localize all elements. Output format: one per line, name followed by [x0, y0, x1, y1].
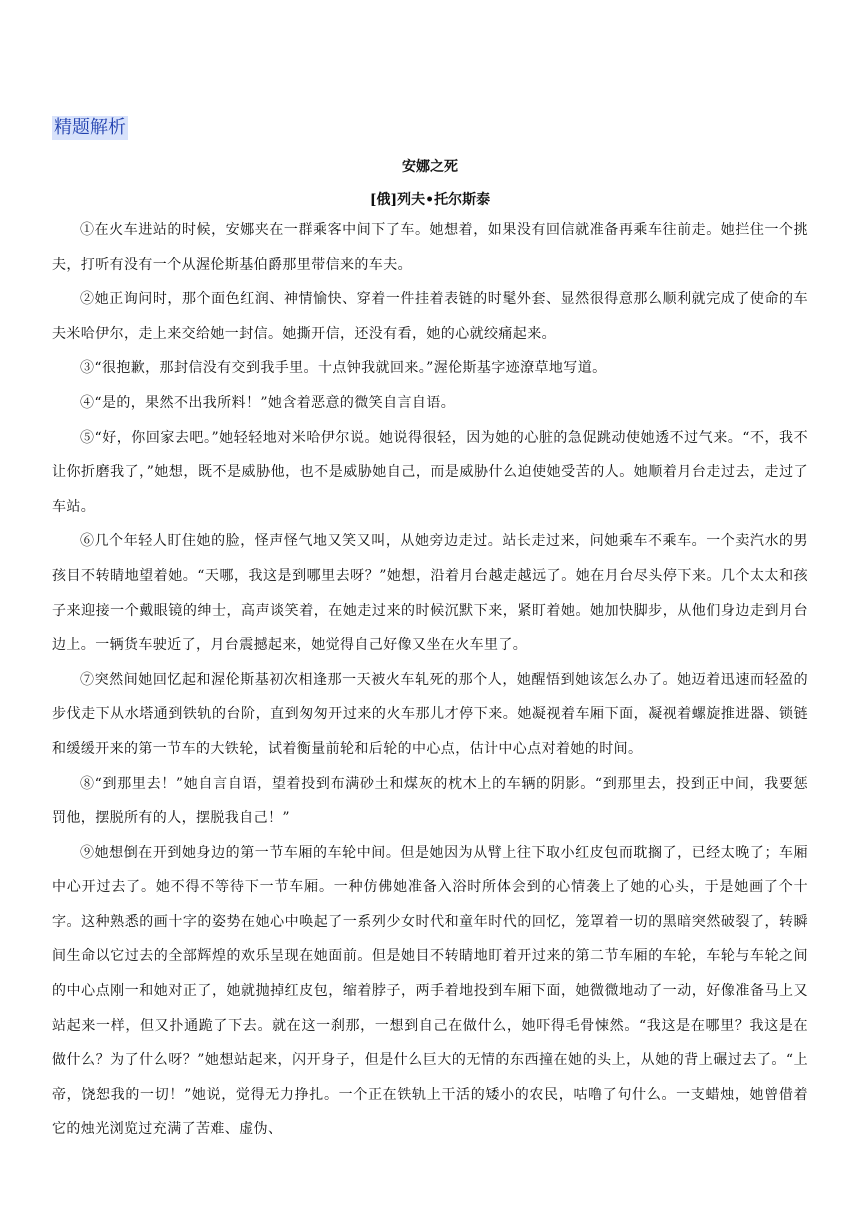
paragraph-5: ⑤“好，你回家去吧。”她轻轻地对米哈伊尔说。她说得很轻，因为她的心脏的急促跳动使她透不过气来。“不，我不让你折磨我了，”她想，既不是威胁他，也不是威胁她自己，而是威胁什么迫使她受苦的人。她顺着月台走过去，走过了车站。	[52, 429, 808, 515]
paragraph-2: ②她正询问时，那个面色红润、神情愉快、穿着一件挂着表链的时髦外套、显然很得意那么顺利就完成了使命的车夫米哈伊尔，走上来交给她一封信。她撕开信，还没有看，她的心就绞痛起来。	[52, 291, 808, 342]
paragraph-7: ⑦突然间她回忆起和渥伦斯基初次相逢那一天被火车轧死的那个人，她醒悟到她该怎么办了。她迈着迅速而轻盈的步伐走下从水塔通到铁轨的台阶，直到匆匆开过来的火车那儿才停下来。她凝视着车厢下面，凝视着螺旋推进器、锁链和缓缓开来的第一节车的大铁轮，试着衡量前轮和后轮的中心点，估计中心点对着她的时间。	[52, 671, 808, 757]
paragraph-9: ⑨她想倒在开到她身边的第一节车厢的车轮中间。但是她因为从臂上往下取小红皮包而耽搁了，已经太晚了；车厢中心开过去了。她不得不等待下一节车厢。一种仿佛她准备入浴时所体会到的心情袭上了她的心头，于是她画了个十字。这种熟悉的画十字的姿势在她心中唤起了一系列少女时代和童年时代的回忆，笼罩着一切的黑暗突然破裂了，转瞬间生命以它过去的全部辉煌的欢乐呈现在她面前。但是她目不转睛地盯着开过来的第二节车厢的车轮，车轮与车轮之间的中心点刚一和她对正了，她就抛掉红皮包，缩着脖子，两手着地投到车厢下面，她微微地动了一动，好像准备马上又站起来一样，但又扑通跪了下去。就在这一刹那，一想到自己在做什么，她吓得毛骨悚然。“我这是在哪里？我这是在做什么？为了什么呀？”她想站起来，闪开身子，但是什么巨大的无情的东西撞在她的头上，从她的背上碾过去了。“上帝，饶恕我的一切！”她说，觉得无力挣扎。一个正在铁轨上干活的矮小的农民，咕噜了句什么。一支蜡烛，她曾借着它的烛光浏览过充满了苦难、虚伪、	[52, 844, 808, 1138]
paragraph-6: ⑥几个年轻人盯住她的脸，怪声怪气地又笑又叫，从她旁边走过。站长走过来，问她乘车不乘车。一个卖汽水的男孩目不转睛地望着她。“天哪，我这是到哪里去呀？”她想，沿着月台越走越远了。她在月台尽头停下来。几个太太和孩子来迎接一个戴眼镜的绅士，高声谈笑着，在她走过来的时候沉默下来，紧盯着她。她加快脚步，从他们身边走到月台边上。一辆货车驶近了，月台震撼起来，她觉得自己好像又坐在火车里了。	[52, 533, 808, 654]
paragraph-1: ①在火车进站的时候，安娜夹在一群乘客中间下了车。她想着，如果没有回信就准备再乘车往前走。她拦住一个挑夫，打听有没有一个从渥伦斯基伯爵那里带信来的车夫。	[52, 222, 808, 273]
section-tag: 精题解析	[54, 117, 126, 138]
paragraph-4: ④“是的，果然不出我所料！”她含着恶意的微笑自言自语。	[80, 394, 456, 411]
paragraph-3: ③“很抱歉，那封信没有交到我手里。十点钟我就回来。”渥伦斯基字迹潦草地写道。	[80, 360, 607, 377]
article-author: [俄]列夫•托尔斯泰	[369, 192, 491, 208]
paragraph-8: ⑧“到那里去！”她自言自语，望着投到布满砂土和煤灰的枕木上的车辆的阴影。“到那里去，投到正中间，我要惩罚他，摆脱所有的人，摆脱我自己！”	[52, 775, 808, 827]
article-title: 安娜之死	[402, 159, 458, 175]
article-body	[52, 213, 808, 1147]
